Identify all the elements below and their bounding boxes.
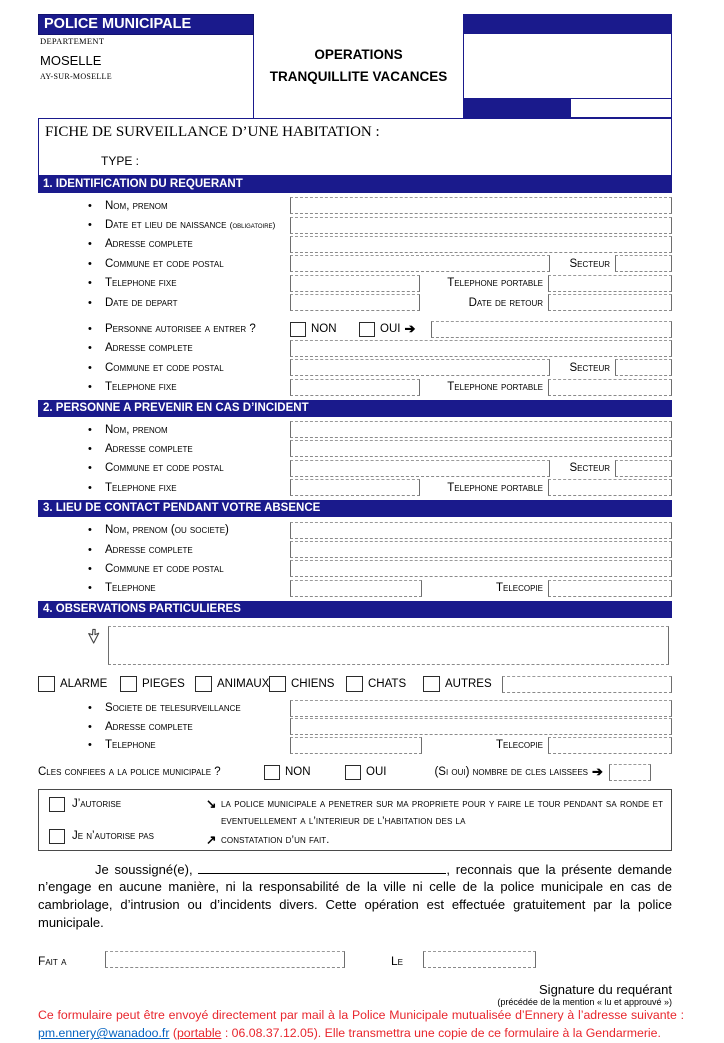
field-label: Telephone [105,582,156,595]
logo-box-top-bar [464,15,671,34]
field-label: Societe de telesurveillance [105,702,241,715]
input-nom-societe[interactable] [290,522,672,539]
checkbox-chiens[interactable] [269,676,286,692]
row-telesurveillance [38,699,672,718]
bullet: • [88,257,92,270]
section2-rows [38,417,672,501]
row-nom-prenom-1 [38,196,672,215]
input-telesurveillance[interactable] [290,700,672,717]
oui-label: OUI [366,766,387,779]
arrow-northeast-icon: ↗ [206,832,217,847]
input-naissance[interactable] [290,217,672,234]
obligatoire-note: (obligatoire) [229,220,276,231]
bullet: • [88,481,92,494]
tel-portable-label: Telephone portable [447,381,543,394]
bullet: • [88,219,92,232]
input-commune-2[interactable] [290,359,550,376]
secteur-label: Secteur [569,257,610,270]
non-label: NON [285,766,311,779]
row-personne-autorisee [38,319,672,338]
alarme-label: ALARME [60,678,108,691]
logo-box-bottom-strip [464,98,671,117]
checkbox-entrer-non[interactable] [290,322,306,337]
bullet: • [88,524,92,537]
checkbox-n-autorise-pas[interactable] [49,829,65,844]
authorization-options [49,796,206,845]
operation-title [254,14,463,118]
authorization-line-1 [206,796,663,831]
field-label: Commune et code postal [105,361,224,374]
declaration-paragraph [38,861,672,933]
departement-name: MOSELLE [40,53,102,68]
row-adresse-1 [38,235,672,254]
logo-box-bottom-navy-cell [464,99,570,117]
signature-block [38,982,672,1007]
row-naissance [38,215,672,234]
checkbox-cles-oui[interactable] [345,765,361,780]
authorization-end-text: constatation d’un fait. [221,833,330,846]
input-observations[interactable] [108,626,669,665]
options-checkbox-row [38,674,672,694]
field-label: Personne autorisee a entrer ? [105,323,256,336]
footer-text-3: : 06.08.37.12.05). Elle transmettra une copie de ce formulaire à la Gendarmerie. [221,1026,661,1041]
bullet: • [88,296,92,309]
bullet: • [88,739,92,752]
input-commune-4[interactable] [290,560,672,577]
input-personne-autorisee[interactable] [431,321,672,338]
authorization-main-text: la police municipale a penetrer sur ma propriete pour y faire le tour pendant sa ronde et eventuellement a l’interieur de l’habitation des la [221,797,663,828]
input-telephone-5[interactable] [290,737,422,754]
input-commune-3[interactable] [290,460,550,477]
row-telephone-2 [38,378,672,397]
row-telephone-5 [38,736,672,755]
animaux-label: ANIMAUX [217,678,270,691]
row-commune-4 [38,559,672,578]
input-date-le[interactable] [423,951,536,968]
input-adresse-5[interactable] [290,718,672,735]
input-telecopie-4[interactable] [548,580,672,597]
footer-note [38,1007,684,1043]
checkbox-chats[interactable] [346,676,363,692]
portable-label: portable [176,1026,222,1041]
checkbox-autres[interactable] [423,676,440,692]
bullet: • [88,423,92,436]
input-tel-fixe-2[interactable] [290,379,420,396]
field-label: Adresse complete [105,543,193,556]
arrow-right-icon: ➔ [592,764,603,780]
input-tel-portable-2[interactable] [548,379,672,396]
section3-header: 3. LIEU DE CONTACT PENDANT VOTRE ABSENCE [38,500,672,517]
chiens-label: CHIENS [291,678,335,691]
bullet: • [88,342,92,355]
telecopie-label: Telecopie [495,739,543,752]
input-adresse-4[interactable] [290,541,672,558]
signature-mention: (précédée de la mention « lu et approuvé ») [497,997,672,1008]
departement-label: DEPARTEMENT [40,36,105,46]
non-label: NON [311,323,337,336]
logo-placeholder-box [463,14,672,118]
secteur-label: Secteur [569,462,610,475]
authorization-line-2 [206,832,663,850]
section4-rows [38,694,672,758]
fait-a-label: Fait a [38,954,67,969]
commune-name: AY-SUR-MOSELLE [40,72,112,81]
bullet: • [88,543,92,556]
autres-label: AUTRES [445,678,492,691]
cles-si-oui-label: (Si oui) nombre de cles laissees [434,766,589,779]
field-label: Commune et code postal [105,462,224,475]
field-label: Adresse complete [105,342,193,355]
cles-row [38,763,672,782]
signature-label: Signature du requérant [539,982,672,998]
input-secteur-3[interactable] [615,460,672,477]
field-label: Nom, prenom [105,199,168,212]
input-date-retour[interactable] [548,294,672,311]
field-label: Adresse complete [105,720,193,733]
authorization-text [206,796,663,845]
header-left-block [38,14,254,118]
field-label: Commune et code postal [105,257,224,270]
declaration-lead: Je soussigné(e), [95,861,193,877]
fiche-title: FICHE DE SURVEILLANCE D’UNE HABITATION : [45,124,380,140]
operation-title-line1: OPERATIONS [314,47,403,63]
fait-a-row [38,948,672,968]
checkbox-alarme[interactable] [38,676,55,692]
input-adresse-2[interactable] [290,340,672,357]
checkbox-entrer-oui[interactable] [359,322,375,337]
field-label: Adresse complete [105,238,193,251]
n-autorise-pas-label: Je n’autorise pas [72,830,154,843]
section3-rows [38,517,672,601]
bullet: • [88,582,92,595]
type-label: TYPE : [101,154,140,168]
row-adresse-3 [38,439,672,458]
cles-label: Cles confiees a la police municipale ? [38,766,221,779]
row-adresse-4 [38,540,672,559]
input-tel-fixe-1[interactable] [290,275,420,292]
footer-text-1: Ce formulaire peut être envoyé directement par mail à la Police Municipale mutualisée d’Ennery à l’adresse suivante : [38,1008,684,1023]
telecopie-label: Telecopie [495,582,543,595]
header-left-body [38,35,254,118]
pieges-label: PIEGES [142,678,185,691]
tel-portable-label: Telephone portable [447,277,543,290]
field-label: Telephone fixe [105,277,177,290]
bullet: • [88,277,92,290]
autorise-label: J’autorise [72,798,122,811]
input-soussigne-nom[interactable] [198,861,446,874]
row-commune-3 [38,459,672,478]
fiche-title-box [38,118,672,176]
section2-header: 2. PERSONNE A PREVENIR EN CAS D’INCIDENT [38,400,672,417]
bullet: • [88,361,92,374]
input-commune-1[interactable] [290,255,550,272]
row-dates [38,293,672,312]
row-adresse-2 [38,339,672,358]
field-label: Telephone [105,739,156,752]
chats-label: CHATS [368,678,407,691]
input-telecopie-5[interactable] [548,737,672,754]
input-autres[interactable] [502,676,672,693]
field-label: Nom, prenom [105,423,168,436]
tel-portable-label: Telephone portable [447,481,543,494]
field-label: Date de depart [105,296,178,309]
le-label: Le [391,954,404,969]
row-commune-2 [38,358,672,377]
input-secteur-1[interactable] [615,255,672,272]
field-label: Telephone fixe [105,381,177,394]
brand-title: POLICE MUNICIPALE [38,14,254,35]
arrow-southeast-icon: ↘ [206,796,217,811]
secteur-label: Secteur [569,361,610,374]
bullet: • [88,238,92,251]
logo-box-blank-area [464,34,671,98]
row-nom-prenom-2 [38,420,672,439]
checkbox-autorise[interactable] [49,797,65,812]
logo-box-bottom-white-cell [570,99,671,117]
email-link[interactable]: pm.ennery@wanadoo.fr [38,1026,170,1041]
bullet: • [88,462,92,475]
input-telephone-4[interactable] [290,580,422,597]
row-adresse-5 [38,718,672,737]
section1-header: 1. IDENTIFICATION DU REQUERANT [38,176,672,193]
checkbox-animaux[interactable] [195,676,212,692]
bullet: • [88,562,92,575]
input-tel-portable-3[interactable] [548,479,672,496]
input-secteur-2[interactable] [615,359,672,376]
checkbox-pieges[interactable] [120,676,137,692]
input-tel-fixe-3[interactable] [290,479,420,496]
input-nom-prenom-2[interactable] [290,421,672,438]
input-tel-portable-1[interactable] [548,275,672,292]
operation-title-line2: TRANQUILLITE VACANCES [269,69,448,84]
field-label: Nom, prenom (ou societe) [105,524,229,537]
row-telephone-1 [38,274,672,293]
field-label: Commune et code postal [105,562,224,575]
bullet: • [88,442,92,455]
row-telephone-3 [38,478,672,497]
field-label: Telephone fixe [105,481,177,494]
row-nom-societe [38,520,672,539]
bullet: • [88,199,92,212]
row-telephone-4 [38,579,672,598]
section1-rows [38,193,672,400]
observations-row [38,626,672,665]
bullet: • [88,381,92,394]
authorization-box [38,789,672,851]
input-nom-prenom-1[interactable] [290,197,672,214]
arrow-right-icon: ➔ [404,321,416,337]
section4-header: 4. OBSERVATIONS PARTICULIERES [38,601,672,618]
date-retour-label: Date de retour [468,296,543,309]
input-adresse-1[interactable] [290,236,672,253]
field-label: Date et lieu de naissance (obligatoire) [105,219,276,232]
header [38,14,672,118]
input-fait-a[interactable] [105,951,345,968]
writing-hand-icon [84,626,108,649]
declaration-rest: , reconnais que la présente demande n’engage en aucune manière, ni la responsabilité de la ville ni celle de la police municipale en cas de cambriolage, d’intrusion ou d’incidents divers. Cette opération est effectuée gratuitement par la police municipale. [38,861,672,931]
option-n-autorise-pas [49,829,206,844]
option-autorise [49,797,206,812]
footer-text-2: ( [169,1026,177,1041]
oui-label: OUI [380,323,401,336]
input-nombre-cles[interactable] [609,764,651,781]
input-date-depart[interactable] [290,294,420,311]
row-commune-1 [38,254,672,273]
input-adresse-3[interactable] [290,440,672,457]
field-label: Adresse complete [105,442,193,455]
bullet: • [88,323,92,336]
checkbox-cles-non[interactable] [264,765,280,780]
bullet: • [88,702,92,715]
bullet: • [88,720,92,733]
